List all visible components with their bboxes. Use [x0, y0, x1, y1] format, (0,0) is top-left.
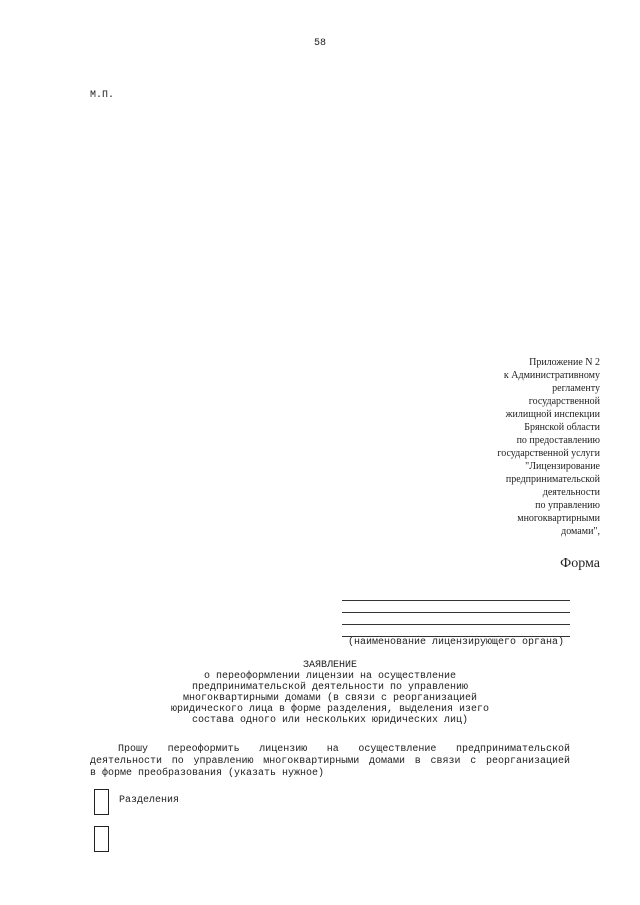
appendix-line: по управлению: [535, 500, 600, 511]
stamp-label: М.П.: [90, 90, 115, 101]
statement-subtitle-line: юридического лица в форме разделения, выделения изего: [170, 704, 490, 715]
page-number: 58: [313, 38, 326, 49]
appendix-line: к Административному: [503, 370, 600, 381]
appendix-line: деятельности: [542, 487, 600, 498]
form-label: Форма: [560, 556, 600, 571]
option-division-label: Разделения: [119, 795, 180, 806]
request-line: в форме преобразования (указать нужное): [90, 768, 325, 779]
appendix-line: предпринимательской: [505, 474, 600, 485]
request-paragraph: [90, 744, 570, 780]
authority-caption: (наименование лицензирующего органа): [347, 637, 565, 648]
option-division-checkbox[interactable]: [94, 789, 109, 815]
appendix-line: многоквартирными: [517, 513, 600, 524]
appendix-line: домами",: [561, 526, 600, 537]
appendix-line: жилищной инспекции: [505, 409, 600, 420]
statement-subtitle-line: о переоформлении лицензии на осуществление: [203, 671, 457, 682]
statement-heading: [90, 660, 570, 726]
statement-subtitle-line: многоквартирными домами (в связи с реорганизацией: [182, 693, 478, 704]
option-secondary-checkbox[interactable]: [94, 826, 109, 852]
statement-subtitle-line: состава одного или нескольких юридических лиц): [191, 715, 469, 726]
authority-line[interactable]: [342, 600, 570, 601]
appendix-header: [497, 356, 600, 538]
request-line: Прошу переоформить лицензию на осуществление предпринимательской: [118, 744, 570, 755]
appendix-line: регламенту: [552, 383, 600, 394]
statement-subtitle-line: предпринимательской деятельности по управлению: [191, 682, 469, 693]
appendix-line: "Лицензирование: [525, 461, 600, 472]
appendix-line: государственной: [528, 396, 600, 407]
appendix-line: государственной услуги: [497, 448, 600, 459]
authority-line[interactable]: [342, 624, 570, 625]
appendix-line: Брянской области: [524, 422, 600, 433]
request-line: деятельности по управлению многоквартирными домами в связи с реорганизацией: [90, 756, 570, 767]
appendix-line: Приложение N 2: [529, 357, 600, 368]
statement-title: ЗАЯВЛЕНИЕ: [302, 660, 357, 671]
authority-line[interactable]: [342, 612, 570, 613]
appendix-line: по предоставлению: [516, 435, 600, 446]
